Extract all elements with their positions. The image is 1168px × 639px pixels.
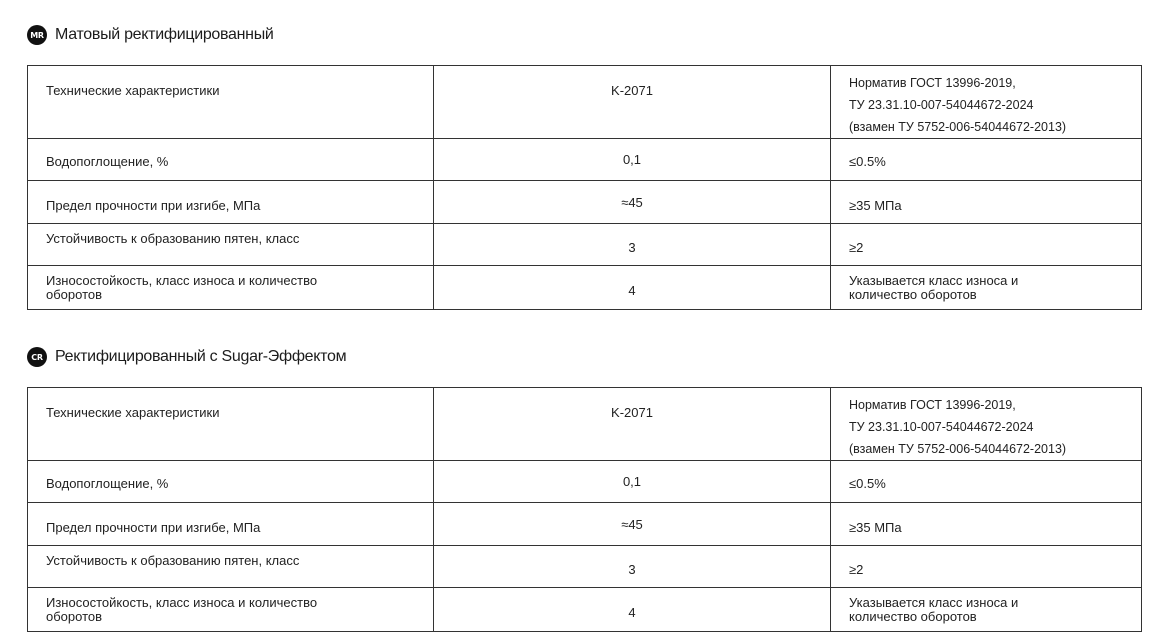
row-norm: ≥35 МПа [831, 181, 1142, 224]
header-model-cell: K-2071 [434, 66, 831, 139]
norm-line: (взамен ТУ 5752-006-54044672-2013) [849, 120, 1067, 134]
row-value: 0,1 [434, 139, 831, 181]
row-norm: ≤0.5% [831, 461, 1142, 503]
section-title: Ректифицированный с Sugar-Эффектом [55, 348, 347, 365]
section-sugar-effect [27, 346, 1141, 624]
row-value: ≈45 [434, 503, 831, 546]
table-row [28, 181, 1142, 224]
table-row [28, 139, 1142, 181]
spec-table [27, 387, 1142, 632]
row-label-line: Износостойкость, класс износа и количество [46, 595, 318, 610]
header-label-cell: Технические характеристики [28, 388, 434, 461]
section-heading [27, 346, 1141, 368]
section-matte-rectified [27, 24, 1141, 302]
row-value: 4 [434, 266, 831, 310]
row-label [28, 588, 434, 632]
row-label: Предел прочности при изгибе, МПа [28, 503, 434, 546]
table-row [28, 503, 1142, 546]
row-norm: ≥2 [831, 546, 1142, 588]
header-norm-cell [831, 388, 1142, 461]
table-row [28, 266, 1142, 310]
table-row [28, 461, 1142, 503]
row-norm-line: Указывается класс износа и [849, 273, 1019, 288]
row-label-line: оборотов [46, 287, 103, 302]
header-label-cell: Технические характеристики [28, 66, 434, 139]
cr-badge-icon: CR [27, 347, 47, 367]
row-norm: ≥2 [831, 224, 1142, 266]
row-norm [831, 588, 1142, 632]
section-title: Матовый ректифицированный [55, 26, 274, 43]
row-label [28, 266, 434, 310]
table-header-row [28, 388, 1142, 461]
row-norm-line: количество оборотов [849, 287, 977, 302]
row-label-line: Износостойкость, класс износа и количество [46, 273, 318, 288]
mr-badge-icon: MR [27, 25, 47, 45]
row-norm: ≤0.5% [831, 139, 1142, 181]
row-norm-line: Указывается класс износа и [849, 595, 1019, 610]
norm-line: Норматив ГОСТ 13996-2019, [849, 76, 1016, 90]
table-header-row [28, 66, 1142, 139]
row-norm [831, 266, 1142, 310]
row-norm-line: количество оборотов [849, 609, 977, 624]
row-label: Водопоглощение, % [28, 461, 434, 503]
table-row [28, 546, 1142, 588]
norm-line: Норматив ГОСТ 13996-2019, [849, 398, 1016, 412]
row-value: 0,1 [434, 461, 831, 503]
table-row [28, 588, 1142, 632]
row-label: Водопоглощение, % [28, 139, 434, 181]
row-value: ≈45 [434, 181, 831, 224]
row-value: 4 [434, 588, 831, 632]
row-label: Устойчивость к образованию пятен, класс [28, 546, 434, 588]
header-norm-cell [831, 66, 1142, 139]
section-heading [27, 24, 1141, 46]
norm-line: ТУ 23.31.10-007-54044672-2024 [849, 420, 1034, 434]
norm-line: ТУ 23.31.10-007-54044672-2024 [849, 98, 1034, 112]
row-label: Предел прочности при изгибе, МПа [28, 181, 434, 224]
row-value: 3 [434, 224, 831, 266]
table-row [28, 224, 1142, 266]
row-norm: ≥35 МПа [831, 503, 1142, 546]
row-value: 3 [434, 546, 831, 588]
row-label-line: оборотов [46, 609, 103, 624]
header-model-cell: K-2071 [434, 388, 831, 461]
spec-table [27, 65, 1142, 310]
row-label: Устойчивость к образованию пятен, класс [28, 224, 434, 266]
norm-line: (взамен ТУ 5752-006-54044672-2013) [849, 442, 1067, 456]
